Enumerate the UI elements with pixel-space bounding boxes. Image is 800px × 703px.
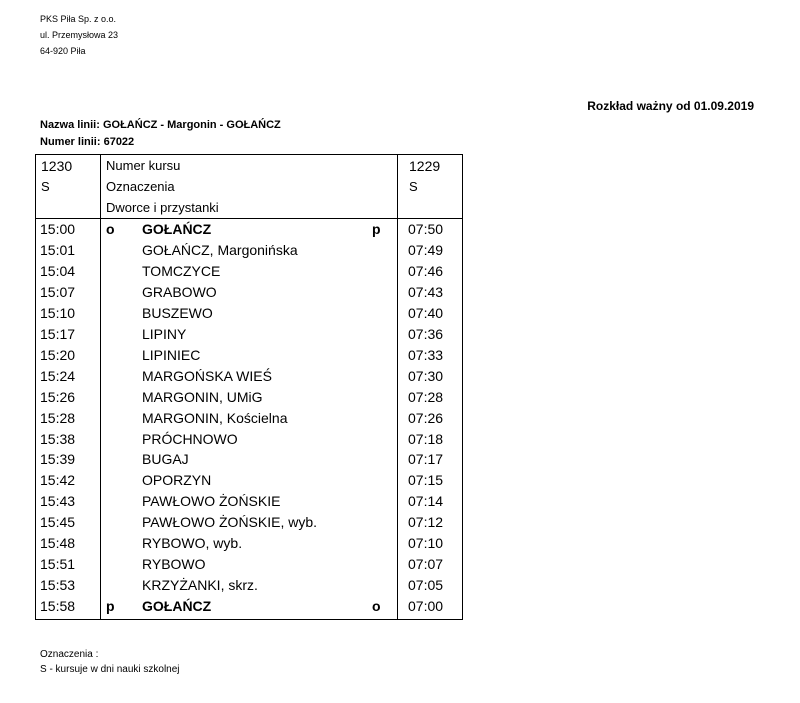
company-street: ul. Przemysłowa 23 [40,30,119,40]
arrival-time: 07:15 [408,472,444,489]
stop-name: LIPINY [142,325,187,342]
table-row [36,282,462,303]
header-course-label: Numer kursu [106,158,181,173]
stop-name: RYBOWO, wyb. [142,535,243,552]
line-name-label: Nazwa linii: [40,119,100,131]
stop-name: PAWŁOWO ŻOŃSKIE, wyb. [142,514,318,531]
departure-time: 15:24 [40,367,76,384]
table-row [36,596,462,617]
stop-name: BUGAJ [142,451,189,468]
marker-right: o [372,598,381,615]
arrival-time: 07:12 [408,514,444,531]
arrival-time: 07:10 [408,535,444,552]
timetable [35,154,463,620]
line-number-label: Numer linii: [40,136,101,148]
stop-name: KRZYŻANKI, skrz. [142,577,258,594]
table-row [36,345,462,366]
departure-time: 15:20 [40,346,76,363]
arrival-time: 07:49 [408,241,444,258]
stop-name: GOŁAŃCZ, Margonińska [142,241,298,258]
stop-name: BUSZEWO [142,304,213,321]
line-number: 67022 [103,136,135,148]
departure-time: 15:01 [40,241,76,258]
stop-name: GOŁAŃCZ [142,598,212,615]
departure-time: 15:17 [40,325,76,342]
line-name-row [40,117,281,134]
valid-from: Rozkład ważny od 01.09.2019 [587,99,754,113]
arrival-time: 07:30 [408,367,444,384]
arrival-time: 07:14 [408,493,444,510]
marker-right: p [372,221,381,237]
company-name: PKS Piła Sp. z o.o. [40,14,117,24]
table-row [36,324,462,345]
marker-left: o [106,221,115,237]
table-row [36,512,462,533]
arrival-time: 07:28 [408,388,444,405]
departure-time: 15:53 [40,577,76,594]
course-mark-right: S [409,179,418,194]
table-row [36,449,462,470]
course-mark-left: S [41,179,50,194]
stop-name: LIPINIEC [142,346,201,363]
course-number-left: 1230 [41,158,73,174]
arrival-time: 07:05 [408,577,444,594]
departure-time: 15:28 [40,409,76,426]
stop-name: RYBOWO [142,556,206,573]
arrival-time: 07:26 [408,409,444,426]
stop-name: MARGONIN, Kościelna [142,409,288,426]
departure-time: 15:48 [40,535,76,552]
stop-name: MARGONIN, UMiG [142,388,263,405]
stop-name: MARGOŃSKA WIEŚ [142,367,272,384]
table-row [36,575,462,596]
arrival-time: 07:36 [408,325,444,342]
departure-time: 15:58 [40,598,76,615]
marker-left: p [106,598,115,615]
table-row [36,366,462,387]
stop-name: PRÓCHNOWO [142,430,238,447]
table-row [36,554,462,575]
arrival-time: 07:50 [408,221,444,237]
stop-name: GOŁAŃCZ [142,221,212,237]
arrival-time: 07:00 [408,598,444,615]
legend-item: S - kursuje w dni nauki szkolnej [40,664,180,675]
header-marks-label: Oznaczenia [106,179,175,194]
departure-time: 15:00 [40,221,76,237]
header-stops-label: Dworce i przystanki [106,200,219,215]
table-row [36,240,462,261]
legend [40,647,180,677]
arrival-time: 07:33 [408,346,444,363]
departure-time: 15:42 [40,472,76,489]
departure-time: 15:45 [40,514,76,531]
departure-time: 15:43 [40,493,76,510]
arrival-time: 07:18 [408,430,444,447]
line-name: GOŁAŃCZ - Margonin - GOŁAŃCZ [102,119,281,131]
table-row [36,408,462,429]
departure-time: 15:39 [40,451,76,468]
table-row [36,429,462,450]
departure-time: 15:07 [40,283,76,300]
stop-name: PAWŁOWO ŻOŃSKIE [142,493,281,510]
legend-title: Oznaczenia : [40,649,99,660]
arrival-time: 07:40 [408,304,444,321]
course-number-right: 1229 [409,158,441,174]
table-row [36,303,462,324]
line-meta [40,117,281,151]
departure-time: 15:10 [40,304,76,321]
arrival-time: 07:46 [408,262,444,279]
company-address [40,11,118,59]
table-row [36,219,462,240]
stop-name: OPORZYN [142,472,212,489]
table-row [36,533,462,554]
table-row [36,470,462,491]
arrival-time: 07:43 [408,283,444,300]
line-number-row [40,134,281,151]
table-row [36,261,462,282]
departure-time: 15:38 [40,430,76,447]
departure-time: 15:26 [40,388,76,405]
departure-time: 15:04 [40,262,76,279]
company-city: 64-920 Piła [40,46,86,56]
arrival-time: 07:17 [408,451,444,468]
table-row [36,387,462,408]
table-row [36,491,462,512]
stop-name: TOMCZYCE [142,262,221,279]
departure-time: 15:51 [40,556,76,573]
arrival-time: 07:07 [408,556,444,573]
stop-name: GRABOWO [142,283,217,300]
